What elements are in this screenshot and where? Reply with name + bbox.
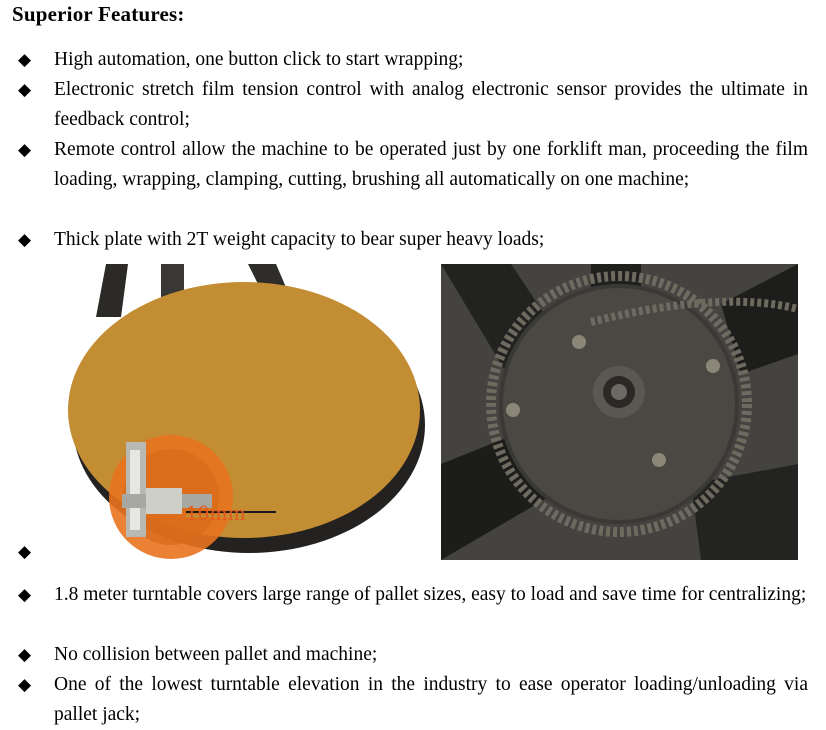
feature-item	[18, 75, 808, 135]
diamond-bullet-icon: ◆	[18, 585, 32, 604]
diamond-bullet-icon: ◆	[18, 675, 32, 694]
diamond-bullet-icon: ◆	[18, 50, 32, 69]
feature-item	[18, 45, 808, 75]
feature-text: No collision between pallet and machine;	[54, 644, 378, 665]
diamond-bullet-icon: ◆	[18, 542, 32, 561]
diamond-bullet-icon: ◆	[18, 230, 32, 249]
thickness-label: 10mm	[186, 500, 247, 525]
feature-item	[18, 580, 808, 610]
feature-text: Electronic stretch film tension control with analog electronic sensor provides the ultimate in feedback control;	[54, 79, 808, 130]
feature-text: Thick plate with 2T weight capacity to bear super heavy loads;	[54, 229, 545, 250]
feature-item	[18, 135, 808, 195]
feature-item	[18, 640, 808, 670]
feature-text: High automation, one button click to start wrapping;	[54, 49, 464, 70]
diamond-bullet-icon: ◆	[18, 140, 32, 159]
chain-drive-photo	[441, 264, 798, 560]
feature-item	[18, 225, 808, 255]
diamond-bullet-icon: ◆	[18, 645, 32, 664]
section-title: Superior Features:	[12, 2, 185, 26]
feature-text: One of the lowest turntable elevation in the industry to ease operator loading/unloading via pallet jack;	[54, 674, 808, 725]
feature-item	[18, 670, 808, 730]
diamond-bullet-icon: ◆	[18, 80, 32, 99]
feature-text: 1.8 meter turntable covers large range of pallet sizes, easy to load and save time for centralizing;	[54, 584, 807, 605]
feature-text: Remote control allow the machine to be operated just by one forklift man, proceeding the film loading, wrapping, clamping, cutting, brushing all automatically on one machine;	[54, 139, 808, 190]
chain-drive-illustration	[441, 264, 798, 560]
